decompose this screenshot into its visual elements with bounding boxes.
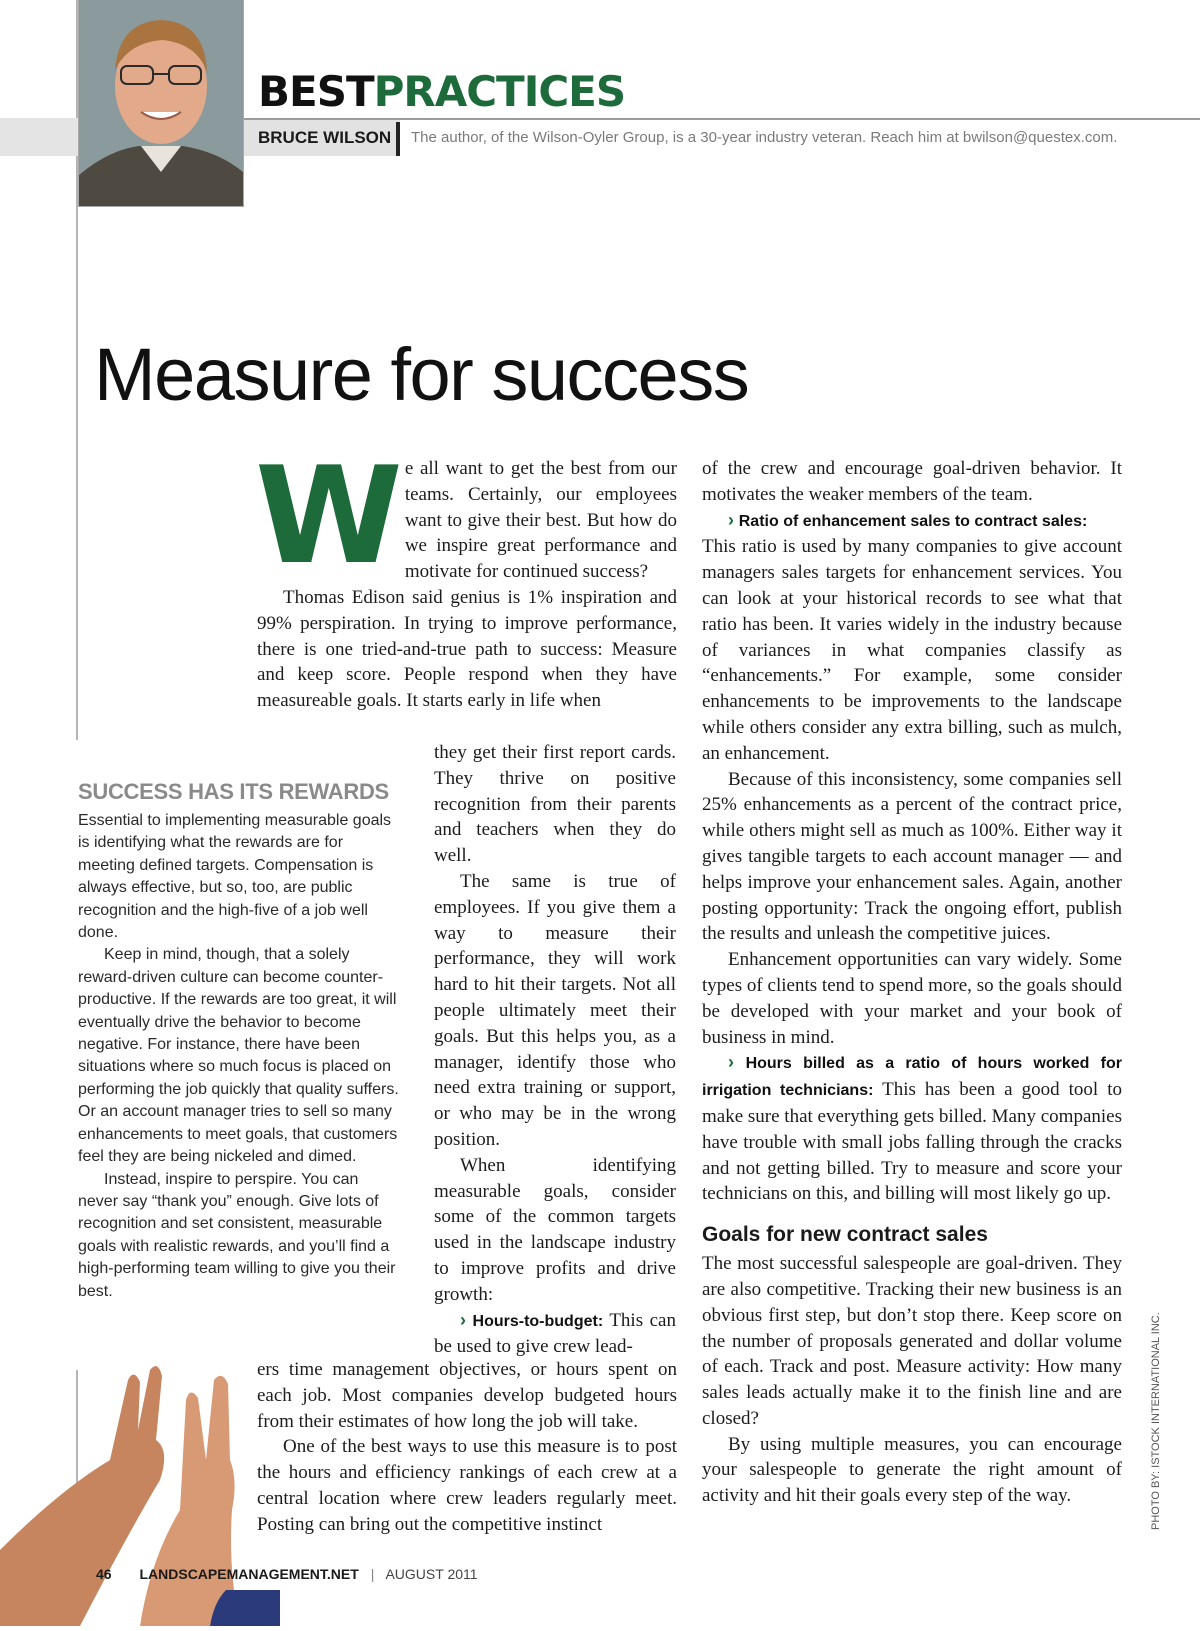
- sidebar-heading: SUCCESS HAS ITS REWARDS: [78, 779, 389, 804]
- article-paragraph: e all want to get the best from our teams. Certainly, our employees want to give their best. But how do we inspire great performance and motivate for continued success?: [404, 458, 677, 583]
- bullet-label: Hours billed as a ratio of hours worked for irrigation technicians:: [702, 1055, 1123, 1100]
- bullet-chevron-icon: ›: [728, 509, 734, 530]
- bullet-text: This can be used to give crew lead-: [434, 1309, 676, 1358]
- bullet-chevron-icon: ›: [728, 1052, 734, 1073]
- article-paragraph: This ratio is used by many companies to give account managers sales targets for enhancement services. You can look at your historical records to see what that ratio has been. It varies widely in the industry because of variances in what companies classify as “enhancements.” For example, some consider enhancements to be improvements to the landscape while others consider any extra billing, such as mulch, an enhancement.: [702, 536, 1122, 764]
- article-headline: Measure for success: [94, 333, 749, 416]
- kicker-best: BEST: [258, 67, 374, 116]
- issue-date: AUGUST 2011: [385, 1566, 478, 1582]
- photo-credit: PHOTO BY: ISTOCK INTERNATIONAL INC.: [1150, 1312, 1162, 1530]
- article-paragraph: they get their first report cards. They thrive on positive recognition from their parents and teachers when they do well.: [434, 742, 676, 867]
- sidebar-paragraph: Essential to implementing measurable goals is identifying what the rewards are for meeting defined targets. Compensation is always effective, but so, too, are public recognition and the high-five of a job well done.: [78, 812, 392, 942]
- article-paragraph: Enhancement opportunities can vary widely. Some types of clients tend to spend more, so the goals should be developed with your market and your book of business in mind.: [702, 949, 1122, 1048]
- high-five-hands-icon: [0, 1340, 280, 1626]
- author-name: BRUCE WILSON: [258, 128, 392, 147]
- page-footer: [96, 1566, 478, 1582]
- drop-cap: W: [255, 438, 397, 594]
- article-paragraph: Thomas Edison said genius is 1% inspiration and 99% perspiration. In trying to improve performance, there is one tried-and-true path to success: Measure and keep score. People respond when they have measureable goals. It starts early in life when: [257, 586, 677, 712]
- sidebar-paragraph: Keep in mind, though, that a solely reward-driven culture can become counter-productive. If the rewards are too great, it will eventually drive the behavior to become negative. For instance, there have been situations where so much focus is placed on performing the job quickly that quality suffers. Or an account manager tries to sell so many enhancements to meet goals, that customers feel they are being nickeled and dimed.: [78, 946, 399, 1166]
- footer-separator: |: [370, 1566, 375, 1582]
- bullet-chevron-icon: ›: [460, 1309, 466, 1330]
- article-column-3: [702, 456, 1122, 1509]
- kicker-practices: PRACTICES: [373, 67, 626, 116]
- high-five-hands-image: [0, 1340, 280, 1626]
- article-paragraph: The same is true of employees. If you give them a way to measure their performance, they will work hard to hit their targets. Not all people ultimately meet their goals. But this helps you, as a manager, identify those who need extra training or support, or who may be in the wrong position.: [434, 870, 676, 1150]
- publication-site: LANDSCAPEMANAGEMENT.NET: [139, 1566, 359, 1582]
- article-paragraph: One of the best ways to use this measure is to post the hours and efficiency rankings of each crew at a central location where crew leaders regularly meet. Posting can bring out the competitive instinct: [257, 1436, 677, 1535]
- bullet-enhancement-ratio: [702, 508, 1122, 535]
- article-paragraph: By using multiple measures, you can encourage your salespeople to generate the right amount of activity and hit their goals every step of the way.: [702, 1433, 1122, 1507]
- author-portrait-image: [79, 0, 243, 206]
- sidebar-paragraph: Instead, inspire to perspire. You can never say “thank you” enough. Give lots of recognition and set consistent, measurable goals with realistic rewards, and you’ll find a high-performing team willing to give you their best.: [78, 1170, 396, 1300]
- author-bio: The author, of the Wilson-Oyler Group, is a 30-year industry veteran. Reach him at bwilson@questex.com.: [411, 129, 1118, 146]
- bullet-hours-to-budget: [434, 1308, 676, 1361]
- article-column-1-top: [255, 438, 677, 714]
- bullet-hours-billed: [702, 1050, 1122, 1207]
- article-paragraph: Because of this inconsistency, some companies sell 25% enhancements as a percent of the contract price, while others might sell as much as 100%. Either way it gives tangible targets to each account manager — and helps improve your enhancement sales. Again, another posting opportunity: Track the ongoing effort, publish the results and unleash the competitive juices.: [702, 768, 1122, 945]
- header-gray-bar: [0, 118, 78, 156]
- sidebar-box: [78, 778, 400, 1303]
- article-column-narrow: [434, 740, 676, 1360]
- author-photo: [78, 0, 244, 207]
- article-paragraph: The most successful salespeople are goal-driven. They are also competitive. Tracking their new business is an obvious first step, but don’t stop there. Keep score on the number of proposals generated and dollar volume of each. Track and post. Measure activity: How many sales leads actually make it to the finish line and are closed?: [702, 1253, 1122, 1429]
- bullet-label: Ratio of enhancement sales to contract sales:: [738, 512, 1088, 530]
- article-subhead: Goals for new contract sales: [702, 1223, 988, 1247]
- article-paragraph: of the crew and encourage goal-driven behavior. It motivates the weaker members of the team.: [702, 458, 1122, 505]
- author-band-divider: [396, 122, 400, 156]
- article-column-1-bottom: [257, 1357, 677, 1538]
- bullet-text: This has been a good tool to make sure that everything gets billed. Many companies have trouble with small jobs falling through the cracks and not getting billed. Try to measure and score your technicians on this, and billing will most likely go up.: [702, 1079, 1122, 1205]
- section-kicker: [258, 66, 625, 118]
- article-paragraph: ers time management objectives, or hours spent on each job. Most companies develop budgeted hours from their estimates of how long the job will take.: [257, 1359, 677, 1432]
- article-paragraph: When identifying measurable goals, consider some of the common targets used in the landscape industry to improve profits and drive growth:: [434, 1154, 676, 1305]
- page-number: 46: [96, 1566, 112, 1582]
- bullet-label: Hours-to-budget:: [472, 1312, 604, 1330]
